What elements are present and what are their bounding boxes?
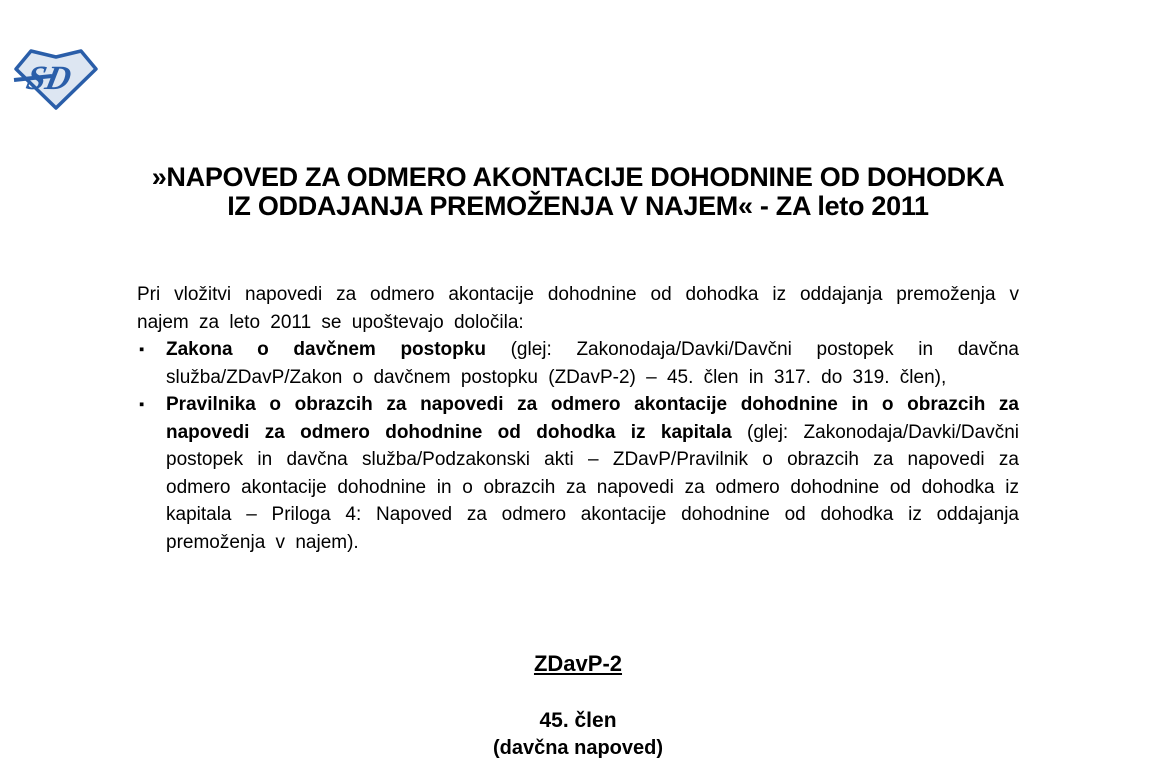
list-item: [137, 391, 1019, 556]
svg-text:SD: SD: [23, 59, 75, 97]
bullet-rest-text: (glej: Zakonodaja/Davki/Davčni postopek in davčna služba/ZDavP/Zakon o davčnem postopku (ZDavP-2) – 45. člen in 317. do 319. člen),: [166, 339, 1020, 388]
bullet-square-icon: ▪: [139, 341, 145, 358]
article-subtitle: (davčna napoved): [492, 737, 664, 759]
page-title: [120, 163, 1036, 221]
sd-logo: [12, 46, 100, 112]
body-text: [137, 281, 1019, 556]
list-item: [137, 336, 1019, 391]
bullet-bold-text: Pravilnika o obrazcih za napovedi za odmero akontacije dohodnine in o obrazcih za napovedi za odmero dohodnine od dohodka iz kapitala: [166, 394, 1019, 443]
bullet-bold-text: Zakona o davčnem postopku: [166, 339, 486, 360]
bullet-square-icon: ▪: [139, 396, 145, 413]
article-heading: 45. člen: [539, 709, 617, 732]
sd-shield-icon: [12, 46, 100, 112]
law-heading: ZDavP-2: [533, 651, 623, 676]
intro-paragraph: Pri vložitvi napovedi za odmero akontacije dohodnine od dohodka iz oddajanja premoženja v najem za leto 2011 se upoštevajo določila:: [137, 284, 1019, 333]
page-title-line1: »NAPOVED ZA ODMERO AKONTACIJE DOHODNINE OD DOHODKA: [151, 162, 1005, 192]
bullet-list: [137, 336, 1019, 556]
page-title-line2: IZ ODDAJANJA PREMOŽENJA V NAJEM« - ZA leto 2011: [227, 191, 929, 221]
bullet-rest-text: (glej: Zakonodaja/Davki/Davčni postopek in davčna služba/Podzakonski akti – ZDavP/Pravilnik o obrazcih za napovedi za odmero akontacije dohodnine in o obrazcih za napovedi za odmero dohodnine od dohodka iz kapitala – Priloga 4: Napoved za odmero akontacije dohodnine od dohodka iz oddajanja premoženja v najem).: [166, 421, 1019, 553]
